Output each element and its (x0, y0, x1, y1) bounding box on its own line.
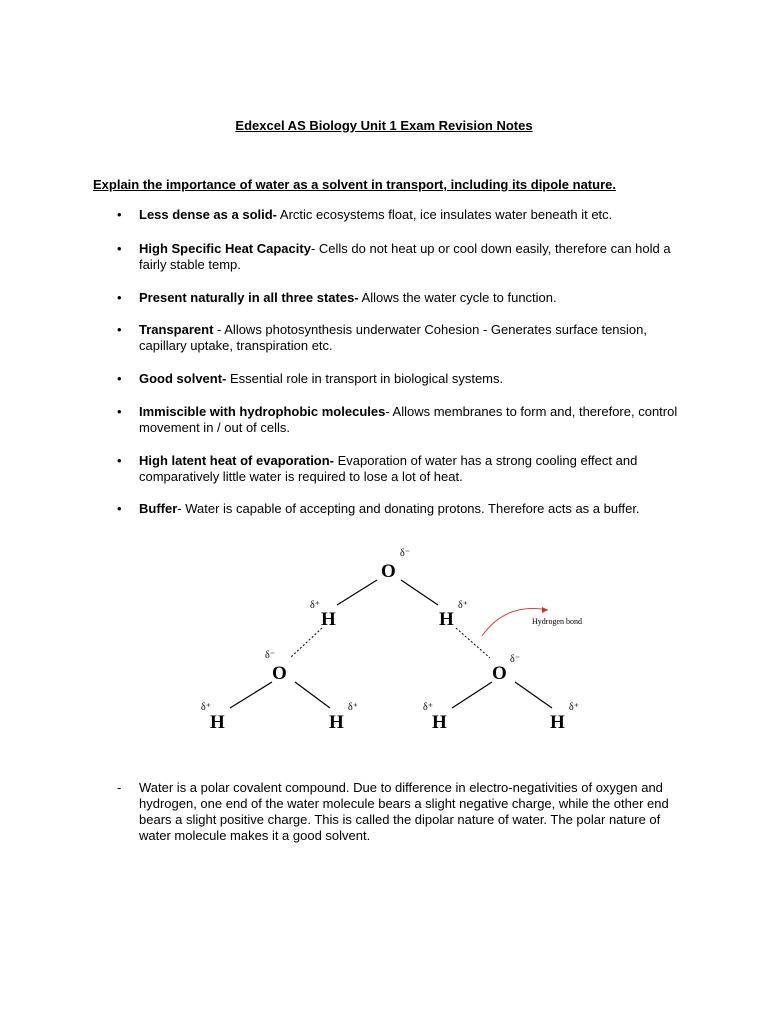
covalent-bond (515, 682, 552, 708)
list-item-text (139, 404, 679, 436)
list-item-description: - Allows photosynthesis underwater Cohesion - Generates surface tension, capillary uptake, transpiration etc. (139, 322, 647, 353)
covalent-bond (452, 682, 492, 708)
list-item-term: Transparent (139, 322, 214, 337)
list-item-term: High Specific Heat Capacity (139, 241, 311, 256)
list-item-text (139, 241, 679, 273)
partial-charge-positive: δ⁺ (423, 702, 433, 713)
list-item-description: Arctic ecosystems float, ice insulates water beneath it etc. (277, 207, 613, 222)
dipole-explanation-text: Water is a polar covalent compound. Due to difference in electro-negativities of oxygen and hydrogen, one end of the water molecule bears a slight negative charge, while the other end bears a slight positive charge. This is called the dipolar nature of water. The polar nature of water molecule makes it a good solvent. (139, 780, 669, 843)
hydrogen-bond-line (290, 628, 322, 658)
partial-charge-positive: δ⁺ (458, 600, 468, 611)
list-item-description: - Water is capable of accepting and donating protons. Therefore acts as a buffer. (177, 501, 640, 516)
list-item-text (139, 207, 679, 223)
bullet-icon: • (117, 207, 122, 222)
oxygen-atom: O (272, 663, 287, 684)
list-item-term: Less dense as a solid- (139, 207, 278, 222)
list-item-text (139, 290, 679, 306)
hydrogen-atom: H (550, 712, 565, 733)
list-item-text (139, 501, 679, 517)
partial-charge-negative: δ⁻ (510, 654, 520, 665)
covalent-bond (337, 580, 377, 605)
covalent-bond (230, 682, 272, 708)
list-item-term: Good solvent- (139, 371, 227, 386)
hydrogen-bond-label: Hydrogen bond (532, 617, 582, 626)
covalent-bond (401, 580, 438, 605)
list-item-description: - Cells do not heat up or cool down easily, therefore can hold a fairly stable temp. (139, 241, 671, 272)
list-item-text (139, 322, 679, 354)
water-hydrogen-bond-diagram (190, 540, 610, 740)
dash-marker: - (117, 780, 122, 795)
list-item-term: Present naturally in all three states- (139, 290, 359, 305)
covalent-bond (295, 682, 330, 708)
bullet-icon: • (117, 404, 122, 419)
hydrogen-atom: H (432, 712, 447, 733)
list-item-text (139, 371, 679, 387)
partial-charge-positive: δ⁺ (201, 702, 211, 713)
oxygen-atom: O (381, 561, 396, 582)
bullet-icon: • (117, 501, 122, 516)
bullet-icon: • (117, 371, 122, 386)
list-item-description: Evaporation of water has a strong cooling effect and comparatively little water is required to lose a lot of heat. (139, 453, 638, 484)
hydrogen-atom: H (321, 609, 336, 630)
hydrogen-atom: H (210, 712, 225, 733)
partial-charge-negative: δ⁻ (400, 548, 410, 559)
bullet-icon: • (117, 241, 122, 256)
hydrogen-atom: H (439, 609, 454, 630)
bullet-icon: • (117, 453, 122, 468)
list-item-description: Essential role in transport in biological systems. (226, 371, 504, 386)
partial-charge-positive: δ⁺ (569, 702, 579, 713)
list-item-term: High latent heat of evaporation- (139, 453, 335, 468)
partial-charge-positive: δ⁺ (310, 600, 320, 611)
bullet-icon: • (117, 322, 122, 337)
question-heading: Explain the importance of water as a solvent in transport, including its dipole nature. (93, 177, 616, 192)
hydrogen-atom: H (329, 712, 344, 733)
oxygen-atom: O (492, 663, 507, 684)
bullet-icon: • (117, 290, 122, 305)
arrowhead-icon (542, 607, 548, 613)
partial-charge-negative: δ⁻ (265, 650, 275, 661)
list-item-text (139, 453, 679, 485)
list-item-term: Immiscible with hydrophobic molecules (139, 404, 386, 419)
list-item-term: Buffer (139, 501, 178, 516)
list-item-description: Allows the water cycle to function. (358, 290, 557, 305)
partial-charge-positive: δ⁺ (348, 702, 358, 713)
list-item-description: - Allows membranes to form and, therefore, control movement in / out of cells. (139, 404, 678, 435)
document-title: Edexcel AS Biology Unit 1 Exam Revision Notes (235, 118, 533, 133)
